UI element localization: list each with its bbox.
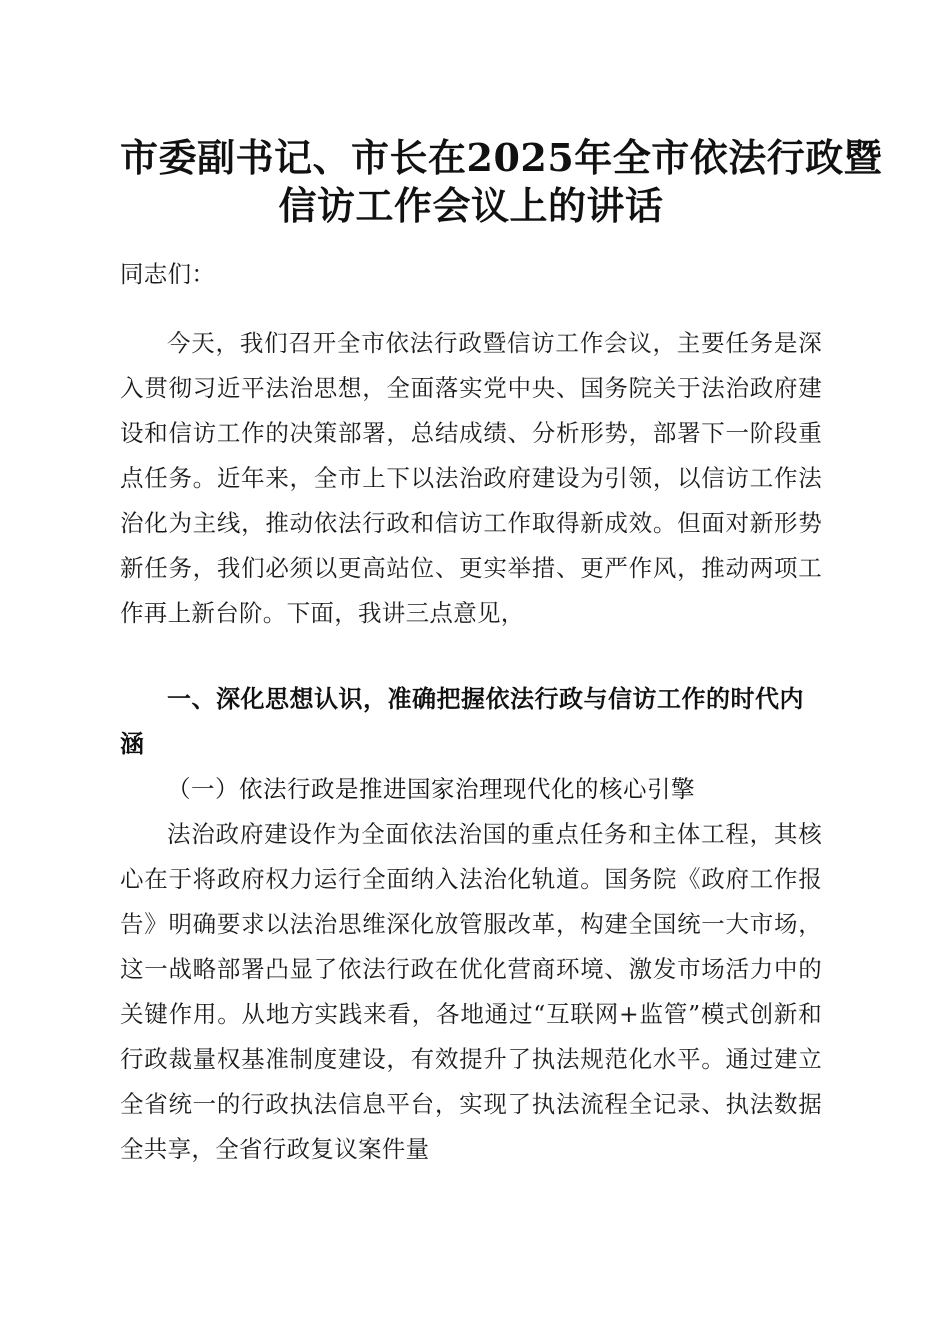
salutation: 同志们： (120, 260, 216, 288)
document-title (120, 134, 883, 230)
paragraph-body: 法治政府建设作为全面依法治国的重点任务和主体工程，其核心在于将政府权力运行全面纳入法治化轨道。国务院《政府工作报告》明确要求以法治思维深化放管服改革，构建全国统一大市场，这一战略部署凸显了依法行政在优化营商环境、激发市场活力中的关键作用。从地方实践来看，各地通过“互联网+监管”模式创新和行政裁量权基准制度建设，有效提升了执法规范化水平。通过建立全省统一的行政执法信息平台，实现了执法流程全记录、执法数据全共享，全省行政复议案件量 (120, 820, 822, 1163)
paragraph-intro: 今天，我们召开全市依法行政暨信访工作会议，主要任务是深入贯彻习近平法治思想，全面落实党中央、国务院关于法治政府建设和信访工作的决策部署，总结成绩、分析形势，部署下一阶段重点任务。近年来，全市上下以法治政府建设为引领，以信访工作法治化为主线，推动依法行政和信访工作取得新成效。但面对新形势新任务，我们必须以更高站位、更实举措、更严作风，推动两项工作再上新台阶。下面，我讲三点意见， (120, 329, 822, 627)
title-line-2: 信访工作会议上的讲话 (278, 183, 664, 228)
subsection-heading-1: （一）依法行政是推进国家治理现代化的核心引擎 (167, 775, 695, 803)
section-heading-1: 一、深化思想认识，准确把握依法行政与信访工作的时代内涵 (120, 685, 804, 758)
title-line-1: 市委副书记、市长在2025年全市依法行政暨 (120, 135, 883, 180)
